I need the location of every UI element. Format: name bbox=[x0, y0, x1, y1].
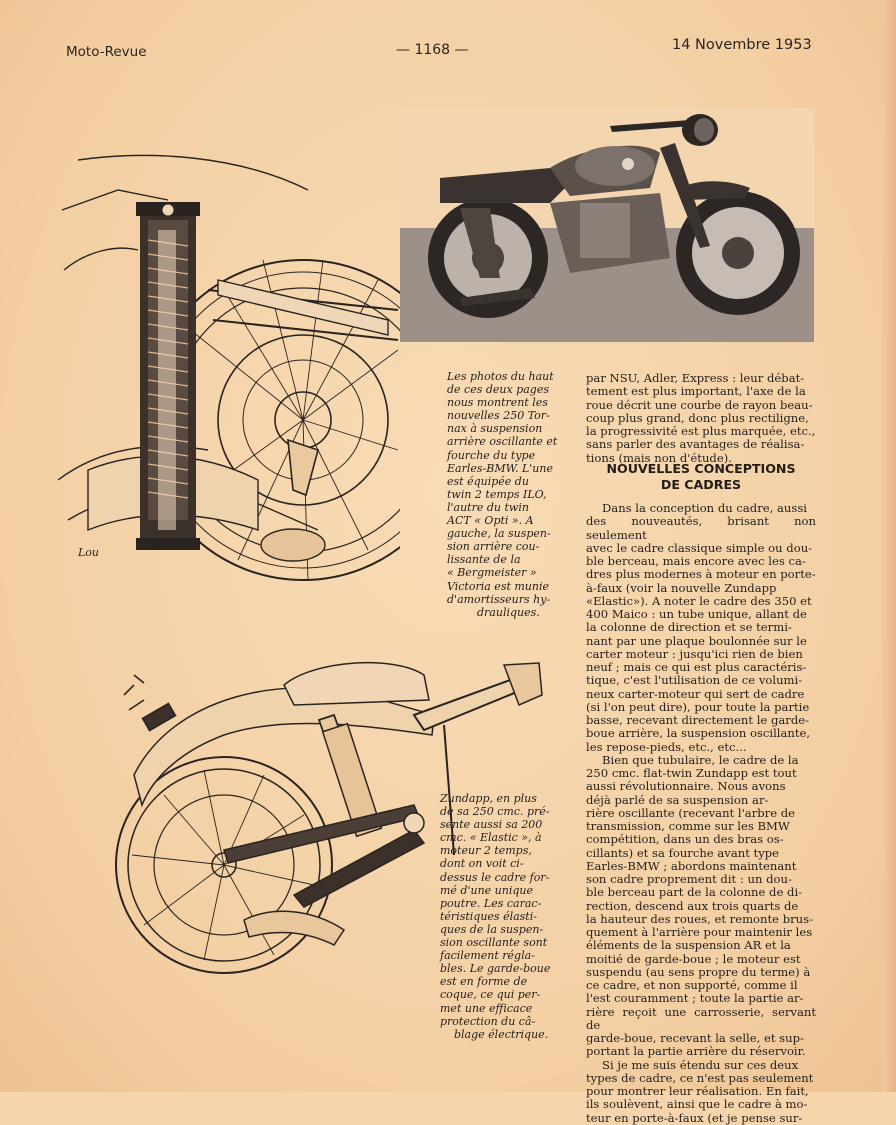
body-line: dres plus modernes à moteur en porte- bbox=[586, 567, 816, 582]
body-line: (si l'on peut dire), pour toute la partie bbox=[586, 699, 810, 714]
body-line: garde-boue, recevant la selle, et sup- bbox=[586, 1031, 804, 1045]
caption-line: moteur 2 temps, bbox=[440, 844, 532, 858]
body-line: tions (mais non d'étude). bbox=[586, 450, 732, 465]
body-line: pour montrer leur réalisation. En fait, bbox=[586, 1084, 809, 1098]
body-line: la progressivité est plus marquée, etc., bbox=[586, 424, 816, 438]
body-line: par NSU, Adler, Express : leur débat- bbox=[586, 371, 805, 385]
body-line: les repose-pieds, etc., etc... bbox=[586, 739, 747, 754]
body-line: ils soulèvent, ainsi que le cadre à mo- bbox=[586, 1097, 808, 1112]
caption-line: « Bergmeister » bbox=[447, 566, 537, 580]
caption-line: Victoria est munie bbox=[447, 579, 550, 593]
caption-line: gauche, la suspen- bbox=[447, 527, 551, 541]
suspension-drawing bbox=[58, 150, 400, 610]
caption-line: dessus le cadre for- bbox=[440, 870, 550, 884]
body-line: la hauteur des roues, et remonte brus- bbox=[586, 911, 814, 926]
caption-line: de sa 250 cmc. pré- bbox=[440, 805, 550, 819]
body-line: compétition, dans un des bras os- bbox=[586, 832, 784, 847]
body-line: boue arrière, la suspension oscillante, bbox=[586, 726, 811, 741]
caption-line: drauliques. bbox=[477, 605, 540, 619]
motorcycle-photo bbox=[400, 108, 814, 342]
caption-line: l'autre du twin bbox=[447, 500, 529, 514]
body-line: des nouveautés, brisant non seulement bbox=[586, 514, 816, 542]
caption-bottom bbox=[440, 792, 564, 1041]
body-line: ble berceau part de la colonne de di- bbox=[586, 885, 803, 900]
body-line: rière reçoit une carrosserie, servant de bbox=[586, 1004, 816, 1032]
body-line: tique, c'est l'utilisation de ce volumi- bbox=[586, 673, 803, 688]
heading-line: NOUVELLES CONCEPTIONS bbox=[606, 461, 796, 476]
body-line: nant par une plaque boulonnée sur le bbox=[586, 633, 807, 648]
body-line: à-faux (voir la nouvelle Zundapp bbox=[586, 580, 777, 595]
caption-line: sion arrière cou- bbox=[447, 540, 540, 554]
artist-signature: Lou bbox=[78, 546, 100, 559]
body-line: Bien que tubulaire, le cadre de la bbox=[602, 752, 799, 767]
caption-line: nous montrent les bbox=[447, 396, 548, 410]
caption-line: facilement régla- bbox=[440, 949, 535, 963]
body-line: son cadre proprement dit : un dou- bbox=[586, 872, 792, 886]
caption-line: mé d'une unique bbox=[440, 883, 534, 897]
caption-line: arrière oscillante et bbox=[447, 435, 558, 449]
caption-line: téristiques élasti- bbox=[440, 909, 537, 923]
caption-line: bles. Le garde-boue bbox=[440, 962, 551, 976]
body-line: ce cadre, et non supporté, comme il bbox=[586, 978, 798, 992]
body-line: 400 Maico : un tube unique, allant de bbox=[586, 607, 807, 621]
caption-line: sente aussi sa 200 bbox=[440, 818, 543, 832]
body-line: «Elastic»). A noter le cadre des 350 et bbox=[586, 593, 812, 608]
body-line: rection, descend aux trois quarts de bbox=[586, 898, 799, 913]
body-line: l'est couramment ; toute la partie ar- bbox=[586, 991, 804, 1006]
page-edge bbox=[882, 0, 896, 1092]
body-line: cillants) et sa fourche avant type bbox=[586, 845, 780, 860]
body-line: éléments de la suspension AR et la bbox=[586, 938, 791, 953]
body-line: aussi révolutionnaire. Nous avons bbox=[586, 779, 786, 794]
body-line: carter moteur : jusqu'ici rien de bien bbox=[586, 646, 803, 661]
caption-line: Zundapp, en plus bbox=[440, 792, 537, 805]
body-line: teur en porte-à-faux (et je pense sur- bbox=[586, 1110, 803, 1125]
section-heading bbox=[594, 461, 808, 493]
body-line: portant la partie arrière du réservoir. bbox=[586, 1044, 806, 1059]
caption-line: lissante de la bbox=[447, 553, 521, 567]
body-line: types de cadre, ce n'est pas seulement bbox=[586, 1070, 814, 1085]
body-line: sans parler des avantages de réalisa- bbox=[586, 437, 805, 452]
body-line: avec le cadre classique simple ou dou- bbox=[586, 540, 813, 555]
caption-top bbox=[447, 370, 565, 619]
caption-line: blage électrique. bbox=[454, 1027, 549, 1041]
caption-line: d'amortisseurs hy- bbox=[447, 592, 551, 606]
body-line: rière oscillante (recevant l'arbre de bbox=[586, 805, 796, 820]
body-line: déjà parlé de sa suspension ar- bbox=[586, 792, 769, 807]
issue-date: 14 Novembre 1953 bbox=[672, 37, 812, 53]
caption-line: coque, ce qui per- bbox=[440, 988, 541, 1002]
body-line: Si je me suis étendu sur ces deux bbox=[602, 1057, 799, 1072]
body-line: suspendu (au sens propre du terme) à bbox=[586, 964, 811, 979]
caption-line: ACT « Opti ». A bbox=[447, 514, 534, 528]
body-intro bbox=[586, 372, 816, 465]
heading-line: DE CADRES bbox=[660, 477, 742, 492]
caption-line: sion oscillante sont bbox=[440, 936, 548, 950]
body-column bbox=[586, 502, 816, 1125]
caption-line: dont on voit ci- bbox=[440, 857, 524, 871]
caption-line: protection du câ- bbox=[440, 1014, 536, 1028]
body-line: ble berceau, mais encore avec les ca- bbox=[586, 554, 806, 568]
caption-line: Earles-BMW. L'une bbox=[447, 461, 553, 475]
body-line: transmission, comme sur les BMW bbox=[586, 819, 790, 833]
caption-line: Les photos du haut bbox=[447, 370, 554, 383]
body-line: Earles-BMW ; abordons maintenant bbox=[586, 858, 797, 873]
body-line: Dans la conception du cadre, aussi bbox=[602, 501, 807, 515]
caption-line: de ces deux pages bbox=[447, 383, 549, 397]
caption-line: fourche du type bbox=[447, 448, 536, 462]
magazine-title: Moto-Revue bbox=[66, 44, 147, 60]
body-line: coup plus grand, donc plus rectiligne, bbox=[586, 410, 809, 425]
body-line: la colonne de direction et se termi- bbox=[586, 620, 792, 635]
body-line: basse, recevant directement le garde- bbox=[586, 713, 810, 727]
caption-line: cmc. « Elastic », à bbox=[440, 831, 542, 845]
body-line: roue décrit une courbe de rayon beau- bbox=[586, 397, 813, 412]
body-line: 250 cmc. flat-twin Zundapp est tout bbox=[586, 766, 797, 780]
caption-line: ques de la suspen- bbox=[440, 922, 544, 936]
body-line: tement est plus important, l'axe de la bbox=[586, 384, 806, 399]
caption-line: nouvelles 250 Tor- bbox=[447, 409, 550, 423]
caption-line: met une efficace bbox=[440, 1001, 533, 1015]
body-line: quement à l'arrière pour maintenir les bbox=[586, 925, 813, 939]
caption-line: est équipée du bbox=[447, 474, 529, 488]
caption-line: nax à suspension bbox=[447, 422, 543, 436]
caption-line: twin 2 temps ILO, bbox=[447, 487, 547, 501]
caption-line: poutre. Les carac- bbox=[440, 896, 542, 910]
body-line: moitié de garde-boue ; le moteur est bbox=[586, 951, 801, 966]
caption-line: est en forme de bbox=[440, 975, 528, 989]
body-line: neux carter-moteur qui sert de cadre bbox=[586, 686, 805, 701]
body-line: neuf ; mais ce qui est plus caractéris- bbox=[586, 660, 807, 674]
page-number: — 1168 — bbox=[396, 42, 469, 58]
